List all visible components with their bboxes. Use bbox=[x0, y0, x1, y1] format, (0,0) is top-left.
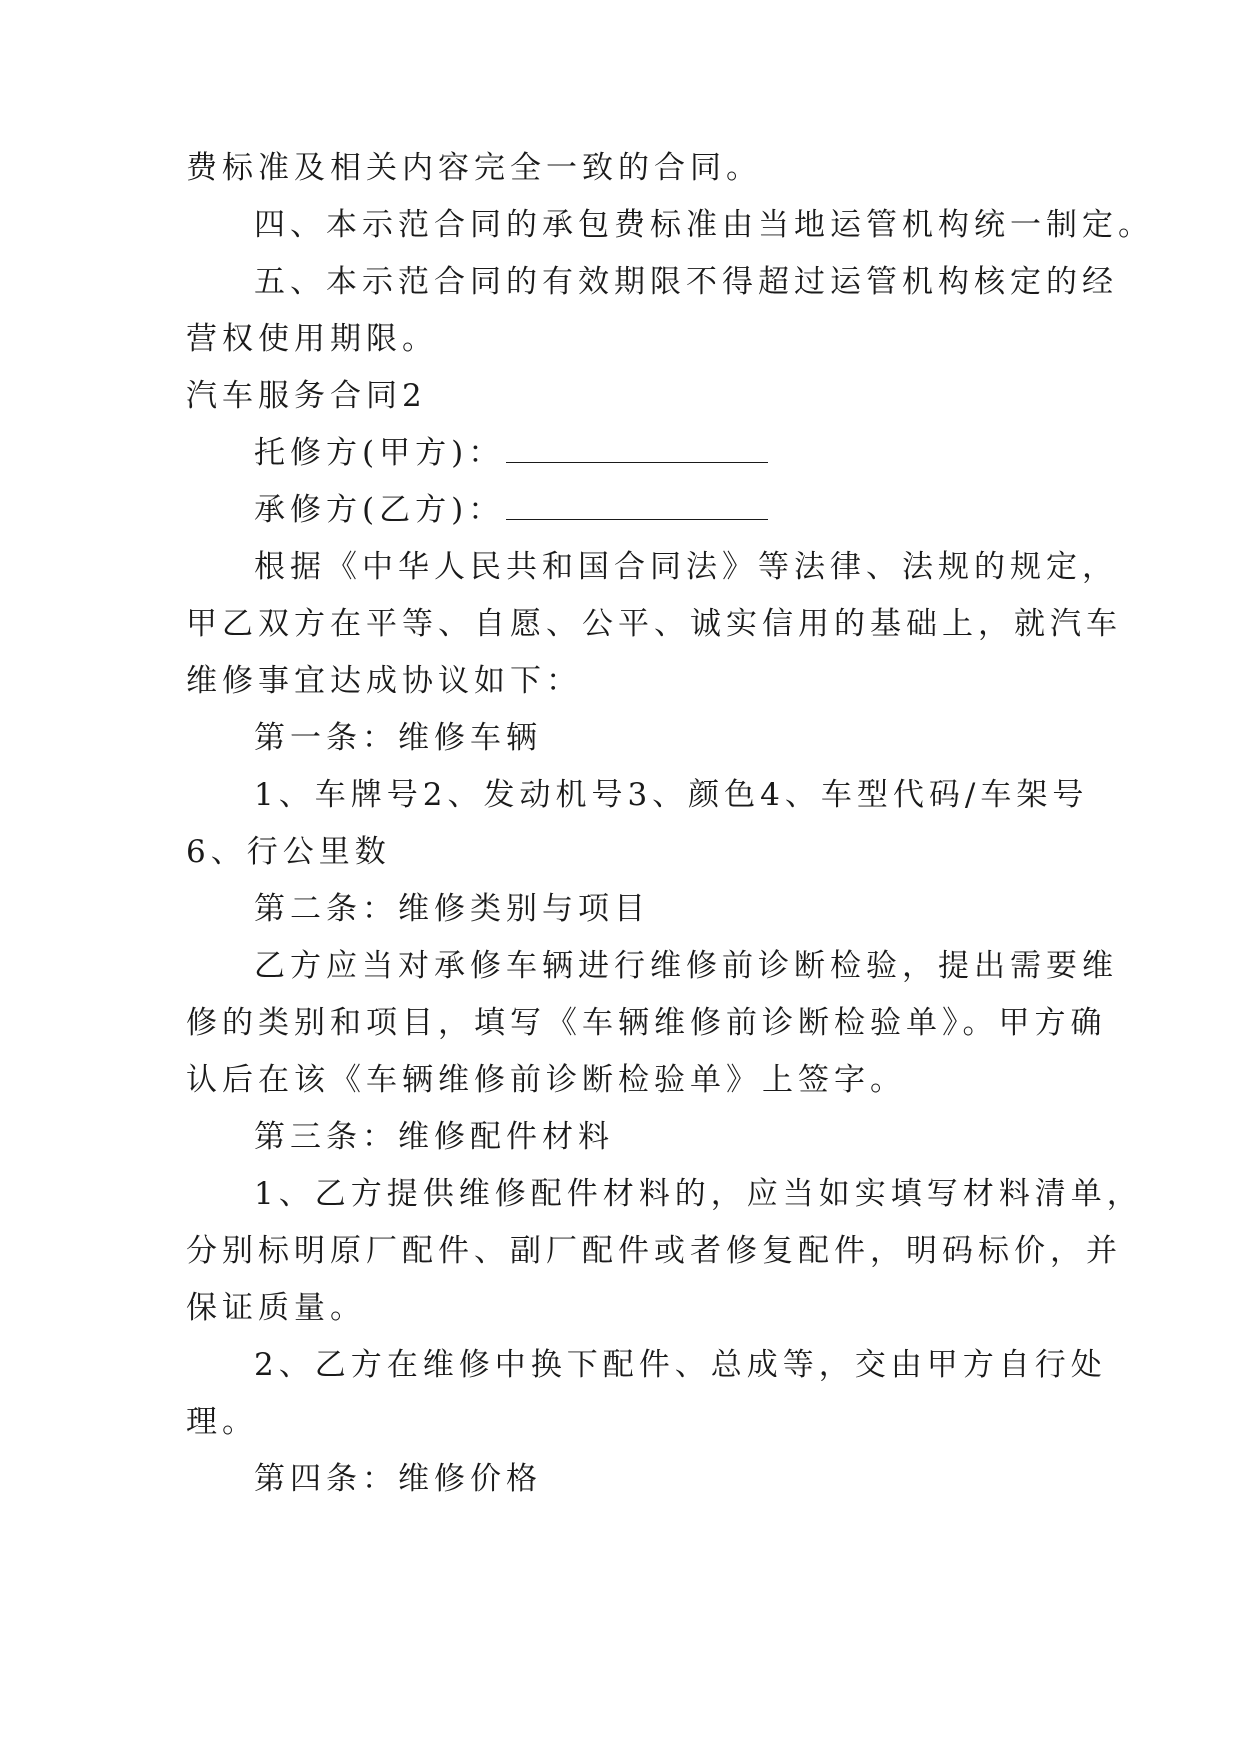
paragraph-line: 修的类别和项目，填写《车辆维修前诊断检验单》。甲方确 bbox=[186, 1005, 1107, 1041]
paragraph-line: 1、乙方提供维修配件材料的，应当如实填写材料清单， bbox=[254, 1176, 1143, 1212]
party-a-line bbox=[254, 433, 768, 473]
party-a-blank bbox=[506, 436, 768, 463]
party-b-blank bbox=[506, 493, 768, 520]
paragraph-line: 保证质量。 bbox=[186, 1290, 366, 1326]
party-a-label: 托修方(甲方)： bbox=[254, 435, 505, 471]
article-heading: 第二条：维修类别与项目 bbox=[254, 891, 650, 927]
party-b-line bbox=[254, 490, 768, 530]
paragraph-line: 四、本示范合同的承包费标准由当地运管机构统一制定。 bbox=[254, 207, 1154, 243]
paragraph-line: 分别标明原厂配件、副厂配件或者修复配件，明码标价，并 bbox=[186, 1233, 1122, 1269]
paragraph-line: 营权使用期限。 bbox=[186, 321, 438, 357]
article-heading: 第三条：维修配件材料 bbox=[254, 1119, 614, 1155]
paragraph-line: 费标准及相关内容完全一致的合同。 bbox=[186, 150, 762, 186]
paragraph-line: 1、车牌号2、发动机号3、颜色4、车型代码/车架号 bbox=[254, 777, 1089, 813]
paragraph-line: 乙方应当对承修车辆进行维修前诊断检验，提出需要维 bbox=[254, 948, 1118, 984]
paragraph-line: 2、乙方在维修中换下配件、总成等，交由甲方自行处 bbox=[254, 1347, 1107, 1383]
party-b-label: 承修方(乙方)： bbox=[254, 492, 505, 528]
paragraph-line: 认后在该《车辆维修前诊断检验单》上签字。 bbox=[186, 1062, 906, 1098]
paragraph-line: 根据《中华人民共和国合同法》等法律、法规的规定， bbox=[254, 549, 1118, 585]
paragraph-line: 五、本示范合同的有效期限不得超过运管机构核定的经 bbox=[254, 264, 1118, 300]
paragraph-line: 6、行公里数 bbox=[186, 834, 391, 870]
paragraph-line: 理。 bbox=[186, 1404, 258, 1440]
paragraph-line: 甲乙双方在平等、自愿、公平、诚实信用的基础上，就汽车 bbox=[186, 606, 1122, 642]
article-heading: 第一条：维修车辆 bbox=[254, 720, 542, 756]
section-heading: 汽车服务合同2 bbox=[186, 378, 427, 414]
paragraph-line: 维修事宜达成协议如下： bbox=[186, 663, 582, 699]
article-heading: 第四条：维修价格 bbox=[254, 1461, 542, 1497]
